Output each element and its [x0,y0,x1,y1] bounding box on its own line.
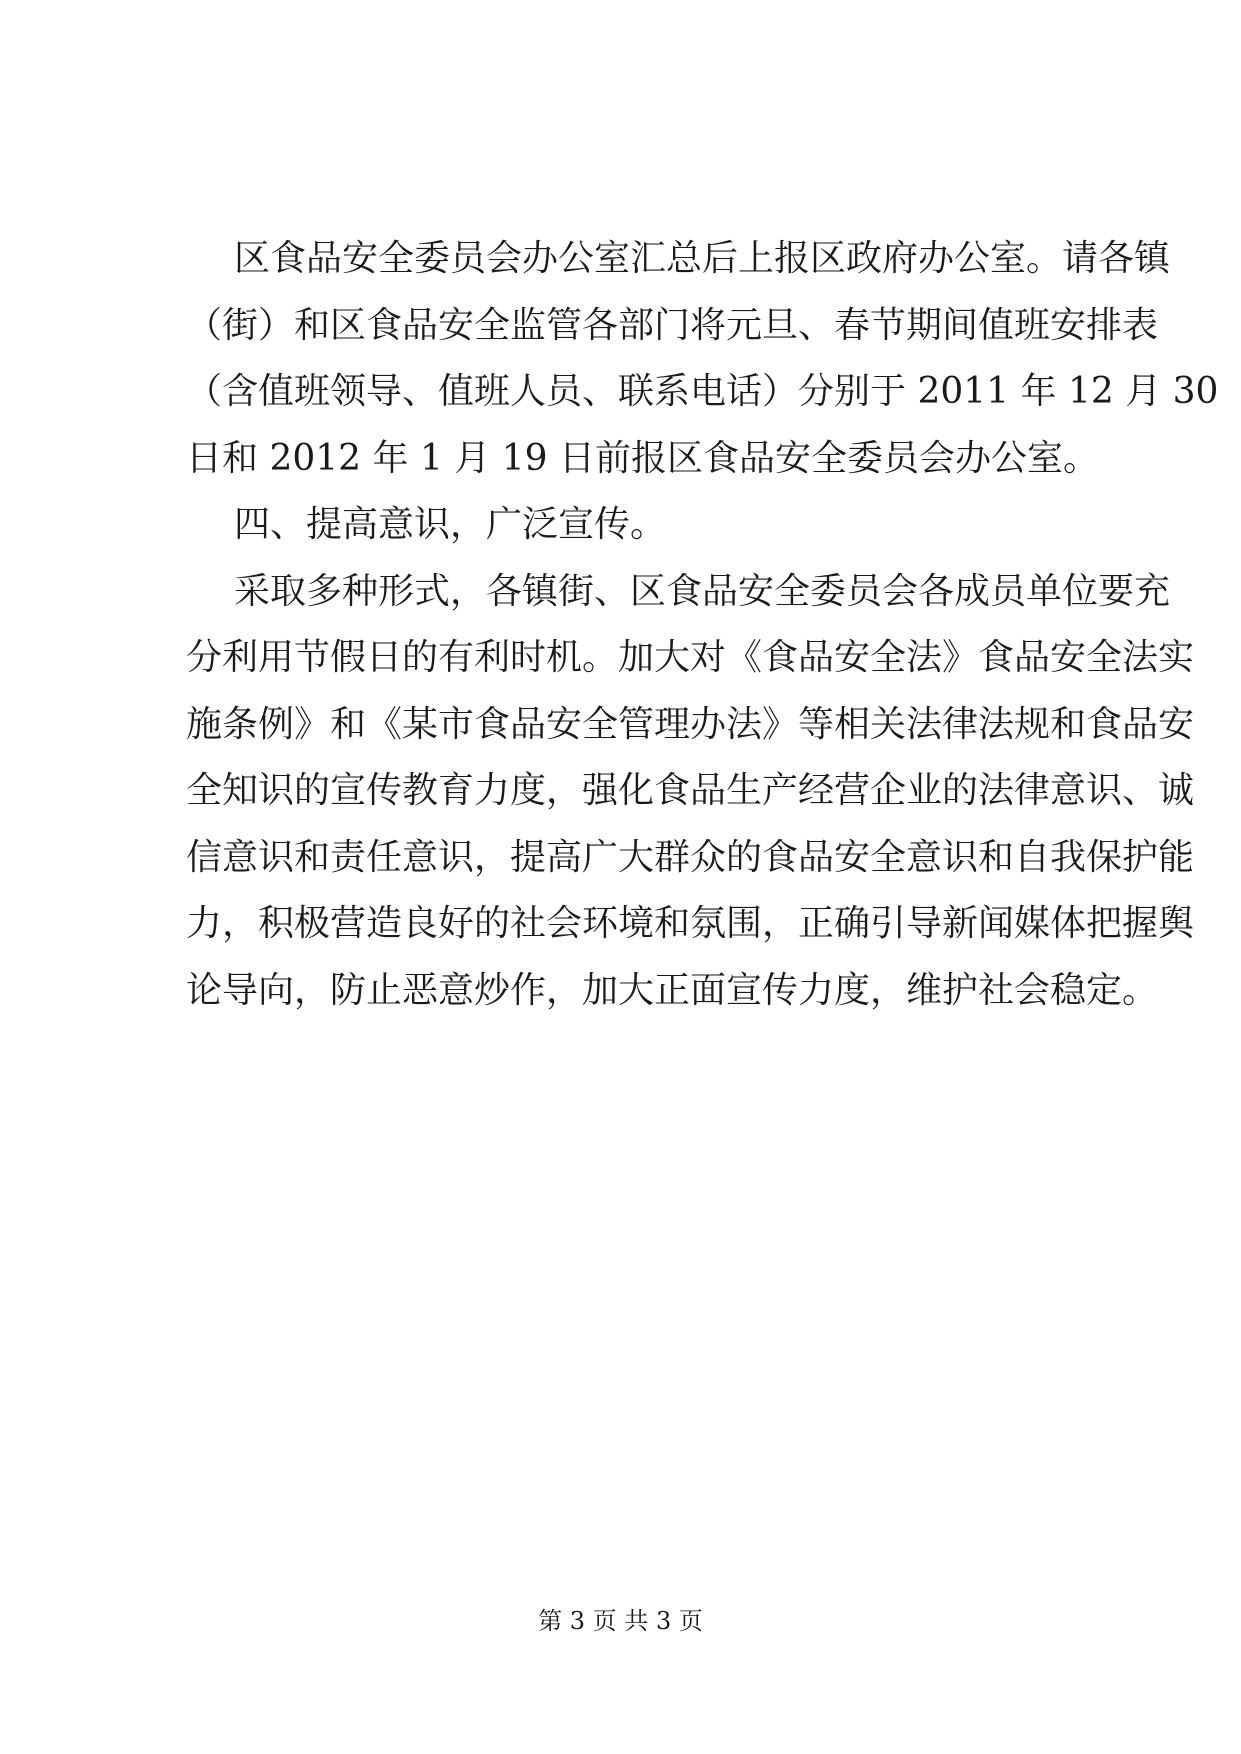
text-line: 力，积极营造良好的社会环境和氛围，正确引导新闻媒体把握舆 [186,903,1195,944]
text-line: 分利用节假日的有利时机。加大对《食品安全法》食品安全法实 [186,637,1195,678]
paragraph-duty-report [186,226,1219,492]
text-line: （街）和区食品安全监管各部门将元旦、春节期间值班安排表 [186,304,1159,346]
text-line: 全知识的宣传教育力度，强化食品生产经营企业的法律意识、诚 [186,770,1195,811]
text-line: （含值班领导、值班人员、联系电话）分别于 2011 年 12 月 30 [186,371,1219,412]
paragraph-publicity [186,559,1195,1025]
text-line: 日和 2012 年 1 月 19 日前报区食品安全委员会办公室。 [186,437,1099,479]
text-line: 论导向，防止恶意炒作，加大正面宣传力度，维护社会稳定。 [186,969,1159,1011]
section-heading [186,492,1086,559]
text-line: 区食品安全委员会办公室汇总后上报区政府办公室。请各镇 [234,238,1171,279]
text-line: 信意识和责任意识，提高广大群众的食品安全意识和自我保护能 [186,836,1195,878]
document-body [186,226,1219,1024]
text-line: 施条例》和《某市食品安全管理办法》等相关法律法规和食品安 [186,703,1195,745]
text-line: 四、提高意识，广泛宣传。 [234,504,667,545]
text-line: 采取多种形式，各镇街、区食品安全委员会各成员单位要充 [234,570,1171,612]
page-number-footer: 第 3 页 共 3 页 [538,1607,703,1635]
